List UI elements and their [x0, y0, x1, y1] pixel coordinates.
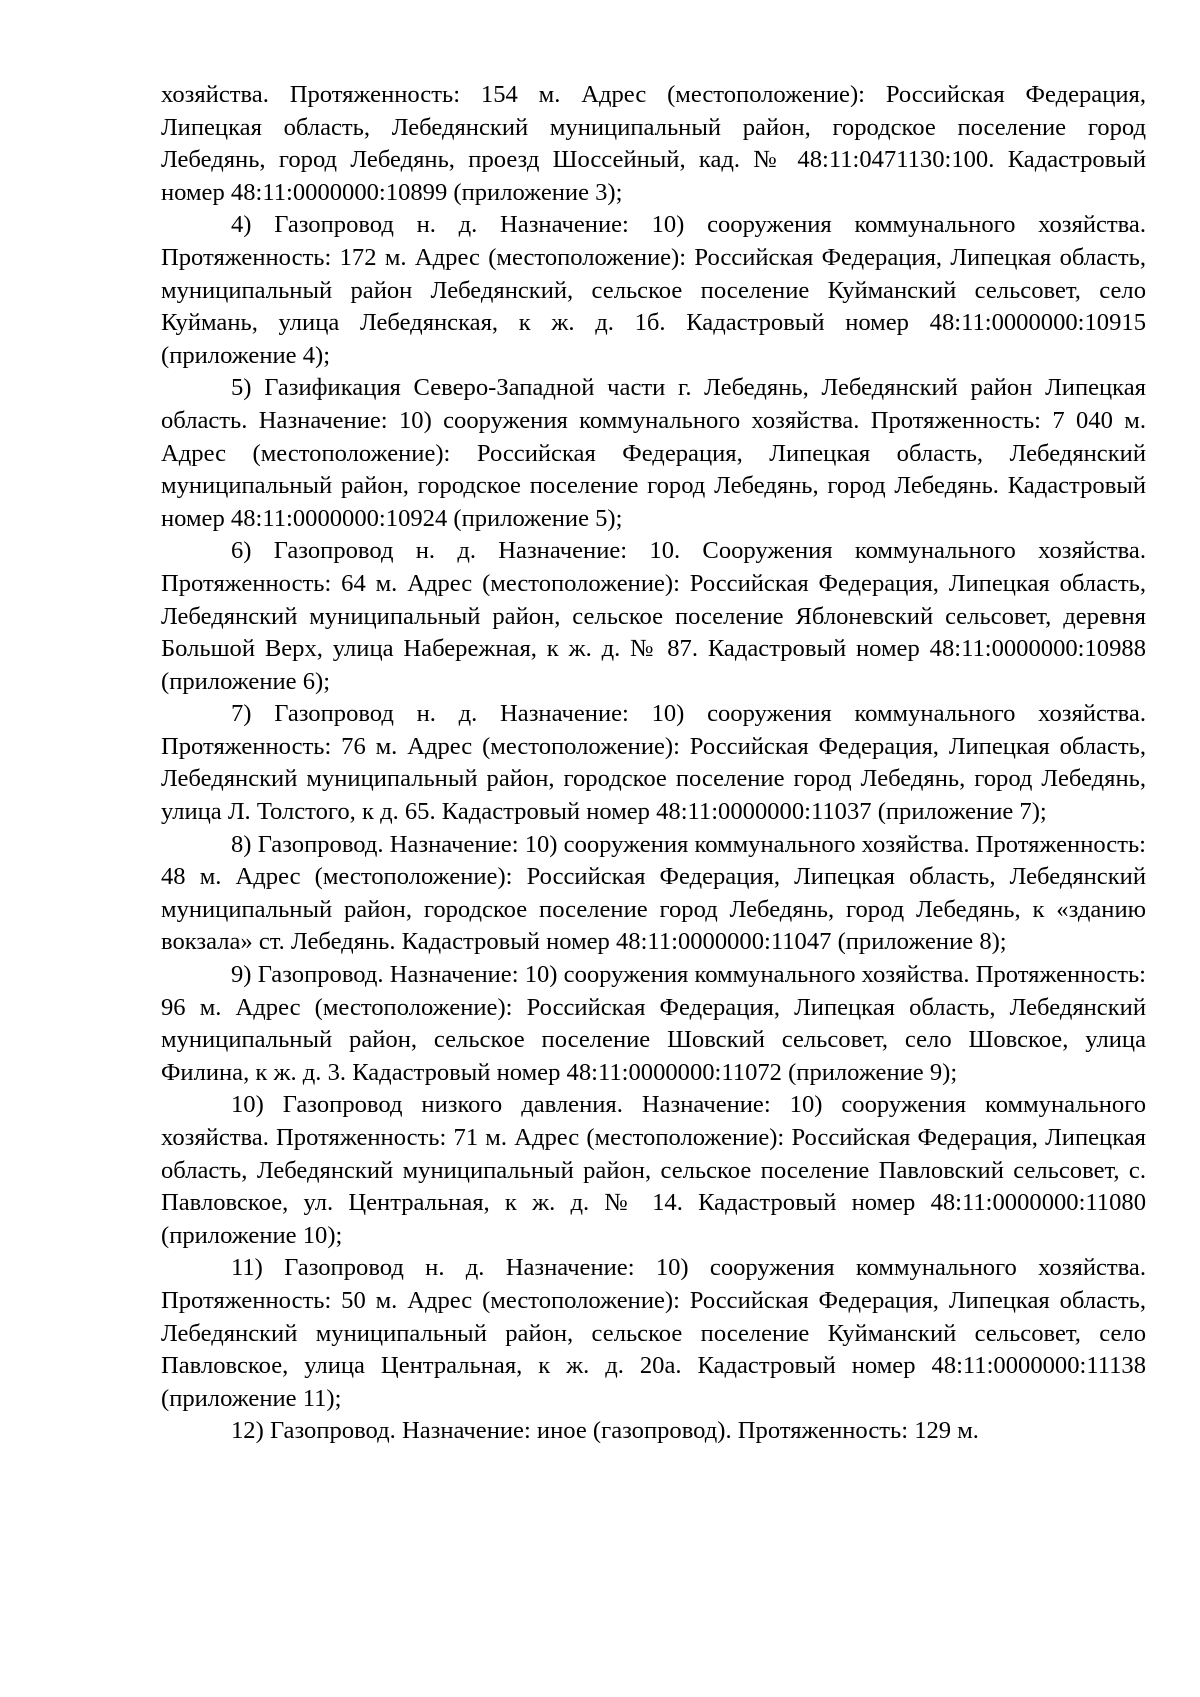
item-text: Газопровод. Назначение: 10) сооружения коммунального хозяйства. Протяженность: 48 м. Адрес (местоположение): Российская Федерация, Липецкая область, Лебедянский муниципальный район, городское поселение город Лебедянь, город Лебедянь, к «зданию вокзала» ст. Лебедянь. Кадастровый номер 48:11:0000000:11047 (приложение 8); — [161, 830, 1146, 956]
item-number: 7) — [231, 700, 252, 728]
item-number: 11) — [231, 1254, 263, 1282]
item-text: Газопровод н. д. Назначение: 10) сооружения коммунального хозяйства. Протяженность: 76 м. Адрес (местоположение): Российская Федерация, Липецкая область, Лебедянский муниципальный район, городское поселение город Лебедянь, город Лебедянь, улица Л. Толстого, к д. 65. Кадастровый номер 48:11:0000000:11037 (приложение 7); — [161, 700, 1146, 826]
item-text: Газопровод н. д. Назначение: 10) сооружения коммунального хозяйства. Протяженность: 172 м. Адрес (местоположение): Российская Федерация, Липецкая область, муниципальный район Лебедянский, сельское поселение Куйманский сельсовет, село Куймань, улица Лебедянская, к ж. д. 1б. Кадастровый номер 48:11:0000000:10915 (приложение 4); — [161, 211, 1146, 369]
list-item-11 — [161, 1252, 1146, 1415]
item-number: 6) — [231, 537, 252, 565]
item-number: 10) — [231, 1091, 264, 1119]
item-text: Газопровод низкого давления. Назначение: 10) сооружения коммунального хозяйства. Протяженность: 71 м. Адрес (местоположение): Российская Федерация, Липецкая область, Лебедянский муниципальный район, сельское поселение Павловский сельсовет, с. Павловское, ул. Центральная, к ж. д. № 14. Кадастровый номер 48:11:0000000:11080 (приложение 10); — [161, 1091, 1146, 1249]
list-item-9 — [161, 959, 1146, 1089]
list-item-8 — [161, 829, 1146, 959]
item-number: 9) — [231, 961, 252, 989]
continuation-paragraph: хозяйства. Протяженность: 154 м. Адрес (местоположение): Российская Федерация, Липецкая область, Лебедянский муниципальный район, городское поселение город Лебедянь, город Лебедянь, проезд Шоссейный, кад. № 48:11:0471130:100. Кадастровый номер 48:11:0000000:10899 (приложение 3); — [161, 81, 1146, 206]
item-text: Газификация Северо-Западной части г. Лебедянь, Лебедянский район Липецкая область. Назначение: 10) сооружения коммунального хозяйства. Протяженность: 7 040 м. Адрес (местоположение): Российская Федерация, Липецкая область, Лебедянский муниципальный район, городское поселение город Лебедянь, город Лебедянь. Кадастровый номер 48:11:0000000:10924 (приложение 5); — [161, 374, 1146, 532]
list-item-7 — [161, 698, 1146, 828]
item-number: 12) — [231, 1417, 264, 1445]
item-text: Газопровод. Назначение: иное (газопровод). Протяженность: 129 м. — [269, 1417, 979, 1445]
item-number: 5) — [231, 374, 252, 402]
list-item-12 — [161, 1415, 1146, 1448]
item-text: Газопровод н. д. Назначение: 10. Сооружения коммунального хозяйства. Протяженность: 64 м. Адрес (местоположение): Российская Федерация, Липецкая область, Лебедянский муниципальный район, сельское поселение Яблоневский сельсовет, деревня Большой Верх, улица Набережная, к ж. д. № 87. Кадастровый номер 48:11:0000000:10988 (приложение 6); — [161, 537, 1146, 695]
list-item-6 — [161, 535, 1146, 698]
document-body — [161, 79, 1146, 1448]
list-item-4 — [161, 209, 1146, 372]
list-item-10 — [161, 1089, 1146, 1252]
item-text: Газопровод н. д. Назначение: 10) сооружения коммунального хозяйства. Протяженность: 50 м. Адрес (местоположение): Российская Федерация, Липецкая область, Лебедянский муниципальный район, сельское поселение Куйманский сельсовет, село Павловское, улица Центральная, к ж. д. 20а. Кадастровый номер 48:11:0000000:11138 (приложение 11); — [161, 1254, 1146, 1412]
list-item-5 — [161, 372, 1146, 535]
item-number: 4) — [231, 211, 252, 239]
item-number: 8) — [231, 830, 252, 858]
item-text: Газопровод. Назначение: 10) сооружения коммунального хозяйства. Протяженность: 96 м. Адрес (местоположение): Российская Федерация, Липецкая область, Лебедянский муниципальный район, сельское поселение Шовский сельсовет, село Шовское, улица Филина, к ж. д. 3. Кадастровый номер 48:11:0000000:11072 (приложение 9); — [161, 961, 1146, 1086]
